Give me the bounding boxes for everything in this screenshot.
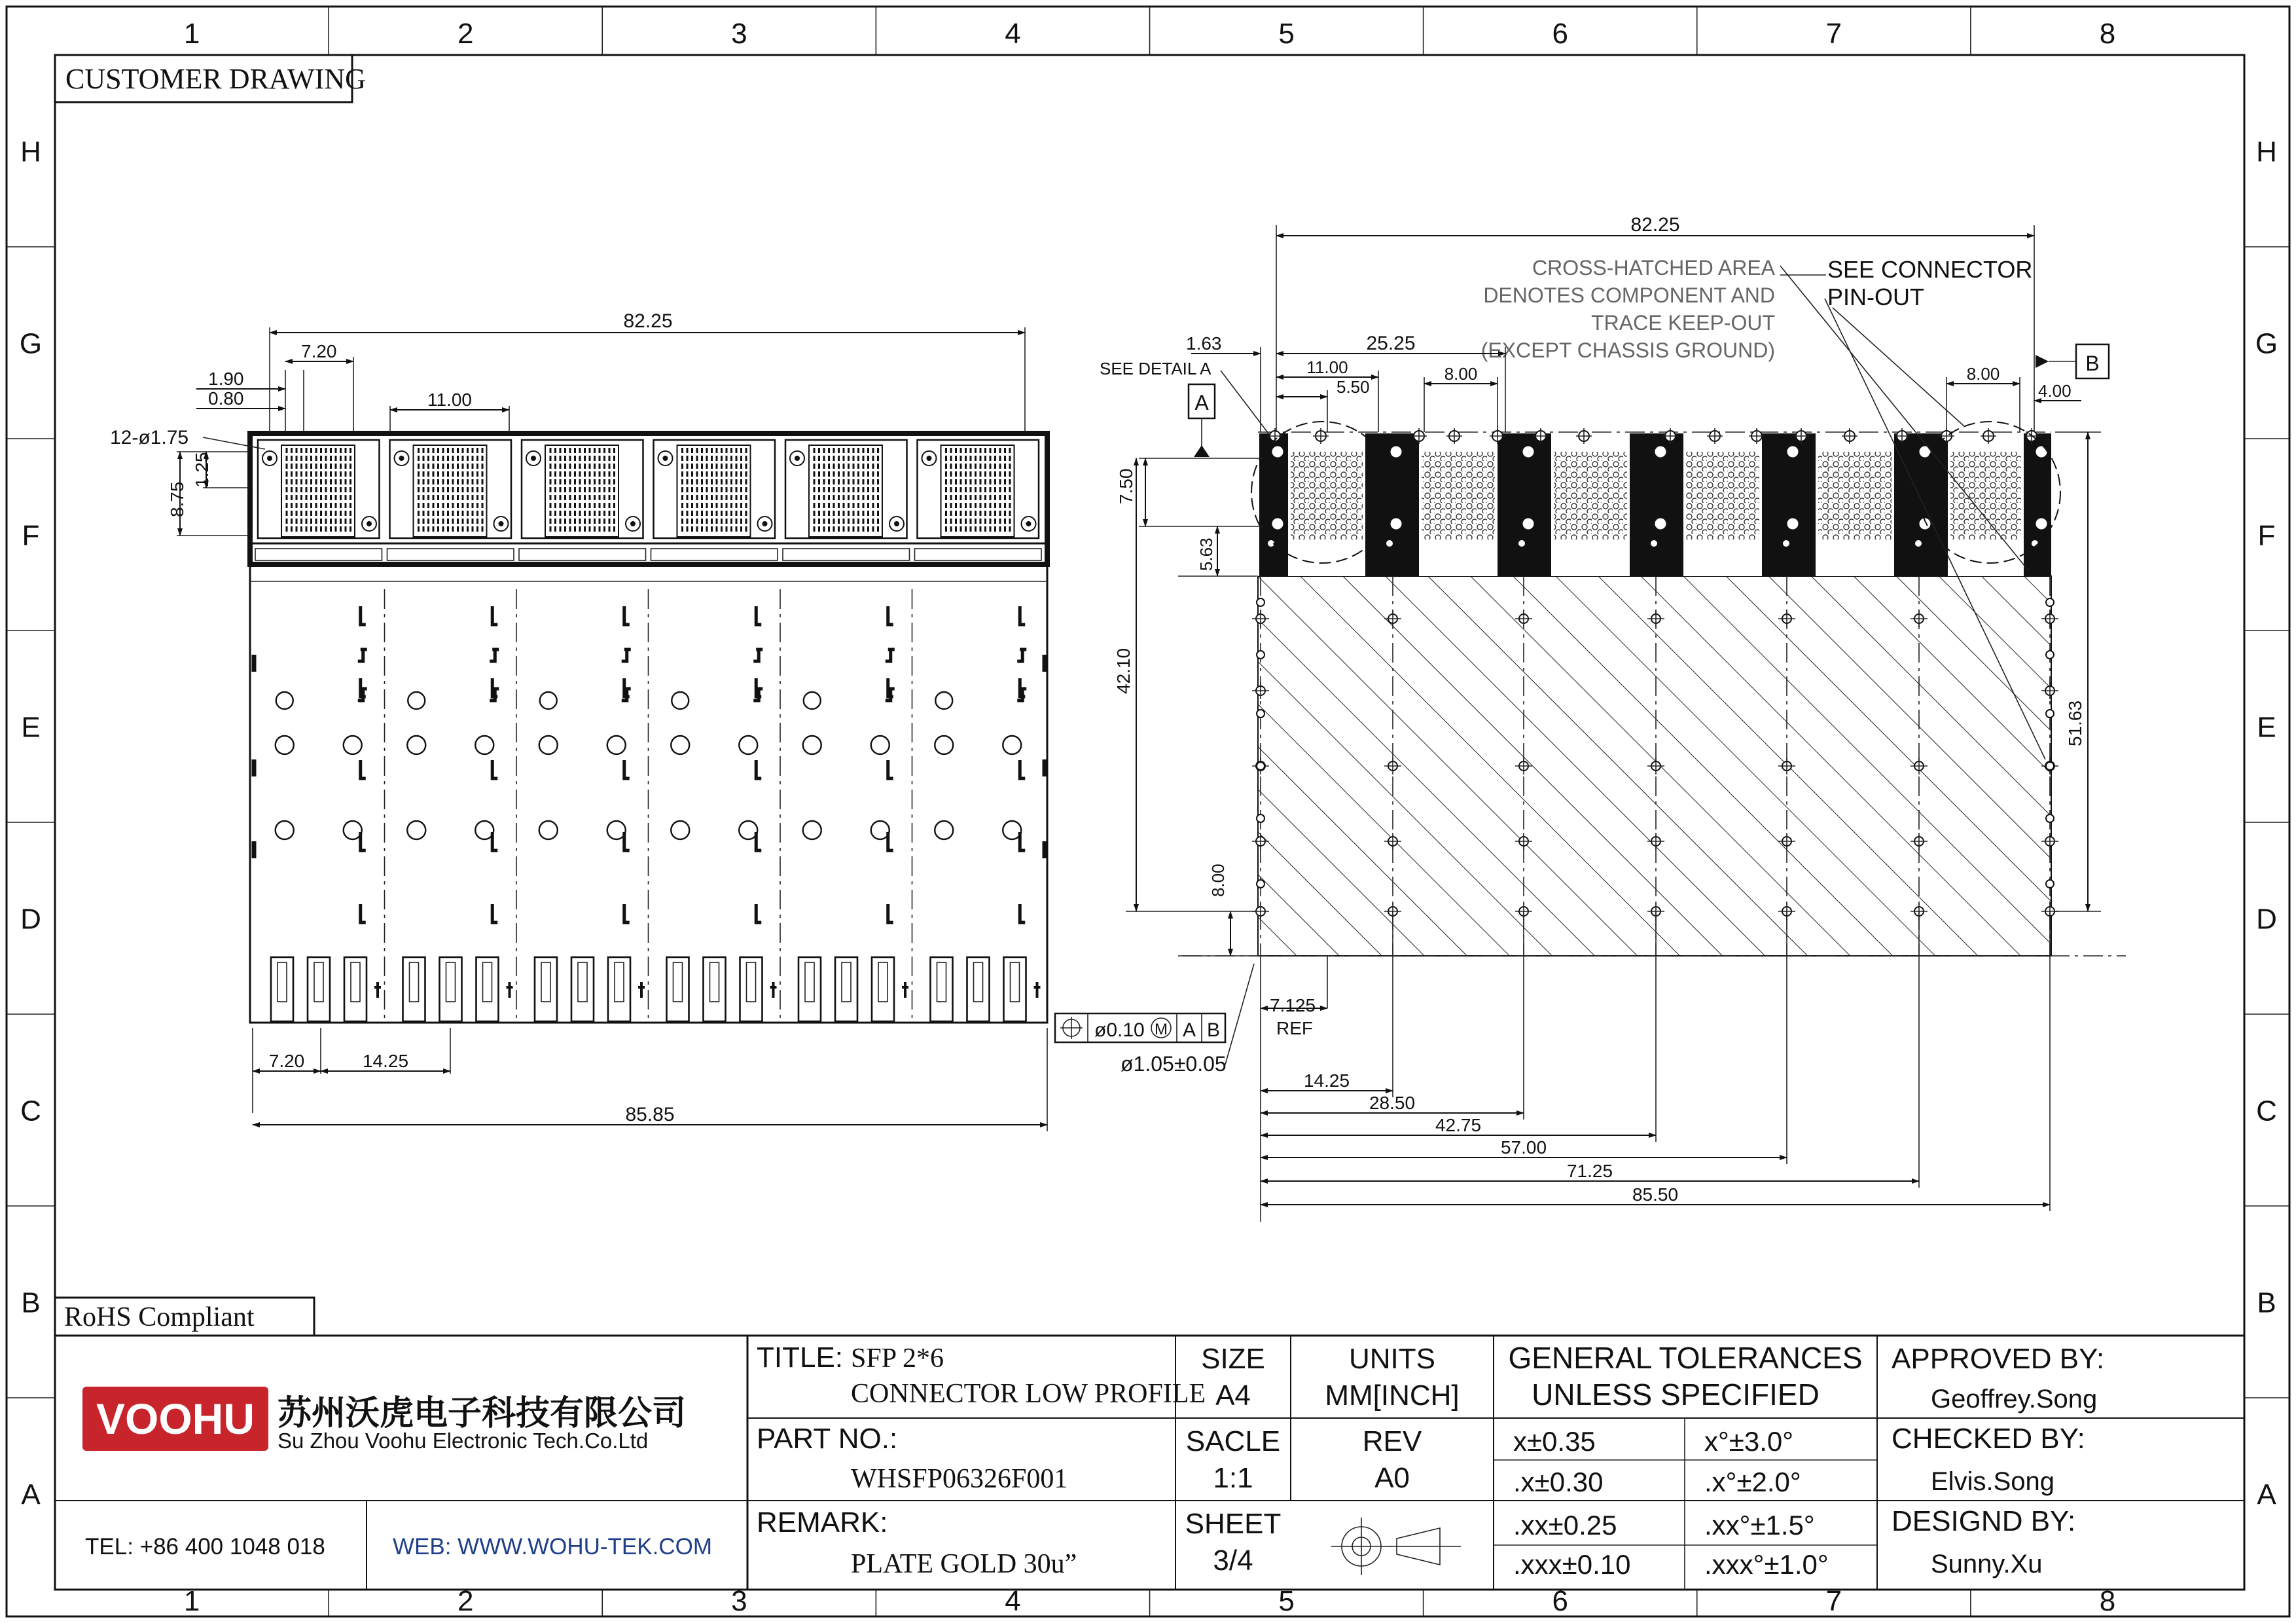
- remark-label: REMARK:: [757, 1506, 888, 1539]
- zone-row-right: D: [2256, 903, 2277, 936]
- spring-tab: [888, 760, 893, 778]
- title-label: TITLE:: [757, 1341, 844, 1374]
- svg-text:REF: REF: [1276, 1018, 1313, 1038]
- vent-hole: [276, 692, 293, 709]
- baseline-dimension-value: 85.50: [1632, 1184, 1679, 1205]
- svg-text:5.63: 5.63: [1196, 538, 1216, 571]
- press-fit-slot: [410, 962, 419, 1002]
- press-fit-hole: [1787, 519, 1798, 529]
- svg-text:CROSS-HATCHED AREA: CROSS-HATCHED AREA: [1532, 256, 1775, 280]
- cage-lip: [783, 549, 910, 560]
- svg-text:82.25: 82.25: [623, 310, 673, 332]
- zone-column-top: 6: [1552, 18, 1568, 50]
- vent-hole: [804, 692, 821, 709]
- vent-hole: [935, 692, 952, 709]
- tolerance-angular-3: .xxx°±1.0°: [1704, 1549, 1829, 1580]
- svg-text:7.50: 7.50: [1116, 468, 1136, 504]
- spring-tab: [624, 760, 630, 778]
- svg-text:CUSTOMER DRAWING: CUSTOMER DRAWING: [65, 63, 366, 95]
- edge-hole: [1257, 651, 1265, 659]
- remark-value: PLATE GOLD 30u”: [851, 1549, 1077, 1579]
- spring-tab: [1020, 904, 1025, 922]
- zone-column-top: 4: [1005, 18, 1021, 50]
- spring-tab: [756, 760, 761, 778]
- zone-row-left: D: [20, 903, 41, 936]
- rev-label: REV: [1362, 1425, 1422, 1457]
- press-fit-hole-small: [2032, 540, 2038, 547]
- mounting-hole-center: [399, 456, 404, 461]
- press-fit-slot: [615, 962, 624, 1002]
- units-value: MM[INCH]: [1325, 1379, 1460, 1412]
- units-label: UNITS: [1349, 1343, 1435, 1375]
- title-block: [55, 1336, 2244, 1590]
- spring-tab: [1020, 606, 1025, 625]
- connector-body: [250, 433, 1047, 564]
- tolerance-angular-1: .x°±2.0°: [1704, 1467, 1801, 1497]
- spring-tab: [624, 832, 630, 850]
- vent-hole: [407, 821, 425, 839]
- ground-tab: [902, 982, 908, 998]
- zone-row-right: C: [2256, 1095, 2277, 1127]
- size-label: SIZE: [1201, 1343, 1265, 1375]
- svg-text:85.85: 85.85: [625, 1104, 675, 1125]
- zone-column-bottom: 5: [1278, 1585, 1295, 1617]
- press-fit-pin: [535, 957, 557, 1021]
- svg-text:1.63: 1.63: [1186, 333, 1222, 354]
- baseline-dimension-value: 42.75: [1435, 1115, 1482, 1135]
- spring-tab: [624, 904, 630, 922]
- svg-text:ø1.05±0.05: ø1.05±0.05: [1121, 1052, 1227, 1076]
- edge-hole: [1257, 762, 1265, 770]
- projection-symbol-icon: [1331, 1518, 1461, 1575]
- signal-pad-field: [1950, 452, 2021, 539]
- press-fit-pin: [476, 957, 499, 1021]
- zone-row-right: G: [2255, 327, 2278, 360]
- svg-text:A: A: [1182, 1019, 1196, 1041]
- spring-tab: [361, 832, 366, 850]
- svg-text:B: B: [2085, 352, 2100, 375]
- zone-row-left: G: [19, 327, 43, 360]
- press-fit-slot: [974, 962, 983, 1002]
- press-fit-pin: [798, 957, 821, 1021]
- svg-text:8.75: 8.75: [167, 481, 187, 517]
- spring-tab: [492, 760, 497, 778]
- press-fit-hole: [1272, 447, 1283, 457]
- vent-hole: [276, 736, 294, 754]
- approved-by-label: APPROVED BY:: [1892, 1343, 2105, 1375]
- signal-pad-field: [1422, 452, 1495, 539]
- spring-tab: [753, 649, 762, 661]
- zone-column-top: 1: [183, 18, 200, 50]
- zone-row-right: H: [2256, 136, 2277, 168]
- svg-text:11.00: 11.00: [1306, 357, 1348, 377]
- edge-hole: [2046, 814, 2054, 822]
- edge-hole: [1257, 814, 1265, 822]
- customer-drawing-label: [55, 55, 366, 102]
- ground-tab: [1034, 982, 1041, 998]
- press-fit-pin: [344, 957, 367, 1021]
- edge-hole: [2046, 598, 2054, 606]
- zone-row-left: A: [21, 1478, 41, 1511]
- press-fit-pin: [835, 957, 857, 1021]
- vent-hole: [871, 736, 889, 754]
- datum-a: [1189, 384, 1215, 457]
- edge-hole: [2046, 710, 2054, 718]
- mounting-hole-center: [663, 456, 668, 461]
- svg-text:(EXCEPT CHASSIS GROUND): (EXCEPT CHASSIS GROUND): [1480, 338, 1775, 362]
- vent-hole: [935, 821, 953, 839]
- designed-by-label: DESIGND BY:: [1892, 1505, 2076, 1537]
- svg-text:51.63: 51.63: [2065, 700, 2085, 746]
- svg-text:0.80: 0.80: [208, 388, 244, 409]
- company-logo: [82, 1387, 268, 1451]
- zone-column-top: 8: [2099, 18, 2116, 50]
- spring-tab: [888, 904, 893, 922]
- svg-text:A: A: [1194, 391, 1209, 414]
- press-fit-slot: [747, 962, 756, 1002]
- svg-text:8.00: 8.00: [1966, 364, 2000, 384]
- spring-tab: [888, 832, 893, 850]
- mounting-hole-center: [267, 456, 272, 461]
- press-fit-slot: [805, 962, 814, 1002]
- svg-text:8.00: 8.00: [1444, 364, 1478, 384]
- spring-tab: [361, 760, 366, 778]
- zone-row-left: H: [20, 136, 41, 168]
- vent-hole: [1003, 736, 1021, 754]
- press-fit-slot: [351, 962, 360, 1002]
- press-fit-slot: [314, 962, 323, 1002]
- mounting-hole-center: [367, 521, 372, 526]
- svg-text:14.25: 14.25: [362, 1051, 409, 1071]
- mounting-hole-center: [499, 521, 504, 526]
- edge-hole: [1257, 710, 1265, 718]
- zone-column-top: 7: [1825, 18, 1842, 50]
- svg-text:11.00: 11.00: [427, 390, 472, 410]
- company-name-cn: 苏州沃虎电子科技有限公司: [278, 1395, 687, 1432]
- svg-text:4.00: 4.00: [2038, 381, 2072, 401]
- spring-tab: [888, 606, 893, 625]
- svg-text:5.50: 5.50: [1336, 377, 1370, 397]
- feature-control-frame: [1055, 964, 1254, 1076]
- spring-tab: [358, 649, 367, 661]
- designed-by-value: Sunny.Xu: [1931, 1550, 2043, 1578]
- spring-tab: [756, 904, 761, 922]
- tolerance-angular-2: .xx°±1.5°: [1704, 1510, 1815, 1541]
- vent-hole: [344, 736, 362, 754]
- svg-text:8.00: 8.00: [1208, 864, 1228, 897]
- tolerance-linear-2: .xx±0.25: [1513, 1510, 1617, 1541]
- tolerance-linear-0: x±0.35: [1513, 1426, 1596, 1457]
- spring-tab: [1020, 760, 1025, 778]
- press-fit-slot: [578, 962, 587, 1002]
- press-fit-slot: [278, 962, 287, 1002]
- signal-pad-field: [1291, 452, 1363, 539]
- spring-tab: [492, 606, 497, 625]
- press-fit-slot: [446, 962, 456, 1002]
- company-name-en: Su Zhou Voohu Electronic Tech.Co.Ltd: [278, 1429, 649, 1453]
- spring-tab: [622, 649, 631, 661]
- mounting-hole-center: [927, 456, 932, 461]
- zone-column-bottom: 2: [457, 1585, 474, 1617]
- spring-tab: [1017, 649, 1026, 661]
- svg-text:M: M: [1155, 1021, 1168, 1038]
- ground-tab: [507, 982, 513, 998]
- zone-row-left: E: [21, 711, 41, 744]
- press-fit-hole: [1655, 447, 1666, 457]
- zone-row-right: E: [2257, 711, 2276, 744]
- mounting-hole-center: [1026, 521, 1031, 526]
- zone-row-left: B: [21, 1286, 41, 1319]
- press-fit-hole: [2036, 519, 2047, 529]
- sheet-label: SHEET: [1185, 1508, 1282, 1540]
- baseline-dimension-value: 28.50: [1369, 1093, 1416, 1113]
- press-fit-hole: [1523, 519, 1534, 529]
- spring-tab: [886, 649, 895, 661]
- left-top-view: [110, 310, 1047, 1131]
- svg-text:VOOHU: VOOHU: [96, 1395, 255, 1443]
- press-fit-pin: [308, 957, 330, 1021]
- svg-text:PIN-OUT: PIN-OUT: [1827, 283, 1924, 310]
- press-fit-hole: [1391, 447, 1401, 457]
- zone-column-bottom: 3: [731, 1585, 747, 1617]
- zone-row-left: C: [20, 1095, 41, 1127]
- title-value-line1: SFP 2*6: [851, 1343, 944, 1374]
- svg-text:SEE DETAIL A: SEE DETAIL A: [1100, 359, 1211, 378]
- vent-hole: [672, 692, 689, 709]
- press-fit-slot: [878, 962, 888, 1002]
- vent-hole: [539, 821, 558, 839]
- press-fit-pin: [667, 957, 689, 1021]
- press-fit-pin: [704, 957, 726, 1021]
- mounting-hole-center: [762, 521, 768, 526]
- cage-lip: [915, 549, 1042, 560]
- press-fit-hole-small: [1651, 540, 1657, 547]
- svg-text:TRACE KEEP-OUT: TRACE KEEP-OUT: [1591, 311, 1775, 335]
- press-fit-pin: [740, 957, 762, 1021]
- signal-pad-field: [1818, 452, 1892, 539]
- signal-pad-field: [1554, 452, 1627, 539]
- vent-hole: [540, 692, 557, 709]
- svg-text:7.20: 7.20: [268, 1051, 305, 1071]
- vent-hole: [739, 736, 757, 754]
- spring-tab: [492, 904, 497, 922]
- part-no-value: WHSFP06326F001: [851, 1464, 1068, 1494]
- svg-text:1.25: 1.25: [192, 452, 212, 488]
- press-fit-slot: [1011, 962, 1020, 1002]
- tolerance-title-2: UNLESS SPECIFIED: [1532, 1377, 1820, 1412]
- spring-tab: [490, 649, 499, 661]
- spring-tab: [492, 832, 497, 850]
- press-fit-hole: [1655, 519, 1666, 529]
- tolerance-linear-3: .xxx±0.10: [1513, 1549, 1631, 1580]
- press-fit-pin: [271, 957, 293, 1021]
- vent-hole: [408, 692, 425, 709]
- press-fit-hole-small: [1386, 540, 1393, 547]
- press-fit-pin: [967, 957, 990, 1021]
- press-fit-slot: [937, 962, 946, 1002]
- company-web: WEB: WWW.WOHU-TEK.COM: [393, 1534, 712, 1559]
- spring-tab: [756, 606, 761, 625]
- zone-row-right: F: [2257, 519, 2276, 552]
- zone-column-bottom: 8: [2099, 1585, 2116, 1617]
- vent-hole: [671, 736, 689, 754]
- edge-hole: [2046, 762, 2054, 770]
- mounting-hole-center: [795, 456, 800, 461]
- datum-b: [2036, 344, 2109, 378]
- cage-lip: [519, 549, 646, 560]
- press-fit-hole: [1787, 447, 1798, 457]
- signal-pad-field: [1686, 452, 1759, 539]
- tolerance-angular-0: x°±3.0°: [1704, 1426, 1794, 1457]
- spring-tab: [756, 832, 761, 850]
- zone-column-top: 5: [1278, 18, 1295, 50]
- press-fit-hole-small: [1783, 540, 1789, 547]
- press-fit-pin: [403, 957, 425, 1021]
- cage-lip: [651, 549, 778, 560]
- part-no-label: PART NO.:: [757, 1423, 898, 1455]
- svg-text:ø0.10: ø0.10: [1094, 1019, 1145, 1041]
- zone-row-left: F: [22, 519, 40, 552]
- vent-hole: [276, 821, 294, 839]
- press-fit-pin: [440, 957, 462, 1021]
- edge-hole: [1257, 880, 1265, 888]
- svg-text:82.25: 82.25: [1630, 214, 1680, 236]
- zone-column-bottom: 7: [1825, 1585, 1842, 1617]
- spring-tab: [1020, 832, 1025, 850]
- tolerance-linear-1: .x±0.30: [1513, 1467, 1604, 1497]
- zone-column-top: 2: [457, 18, 474, 50]
- svg-text:RoHS Compliant: RoHS Compliant: [64, 1302, 255, 1332]
- press-fit-pin: [872, 957, 894, 1021]
- press-fit-hole: [1523, 447, 1534, 457]
- vent-hole: [935, 736, 953, 754]
- baseline-dimension-value: 14.25: [1303, 1070, 1350, 1091]
- pcb-footprint-view: [1055, 214, 2126, 1222]
- edge-hole: [2046, 880, 2054, 888]
- company-tel: TEL: +86 400 1048 018: [85, 1534, 325, 1559]
- zone-column-bottom: 1: [183, 1585, 200, 1617]
- mounting-hole-center: [630, 521, 636, 526]
- scale-label: SACLE: [1185, 1425, 1281, 1457]
- zone-column-top: 3: [731, 18, 747, 50]
- press-fit-hole: [1272, 519, 1283, 529]
- vent-hole: [407, 736, 425, 754]
- press-fit-hole-small: [1518, 540, 1525, 547]
- svg-text:42.10: 42.10: [1113, 647, 1134, 694]
- edge-hole: [2046, 651, 2054, 659]
- svg-text:12-ø1.75: 12-ø1.75: [110, 427, 189, 448]
- spring-tab: [361, 606, 366, 625]
- press-fit-hole: [1391, 519, 1401, 529]
- cage-lip: [387, 549, 514, 560]
- svg-text:B: B: [1206, 1019, 1221, 1041]
- vent-hole: [475, 736, 493, 754]
- zone-column-bottom: 6: [1552, 1585, 1568, 1617]
- size-value: A4: [1215, 1379, 1251, 1412]
- spring-tab: [624, 606, 630, 625]
- press-fit-slot: [541, 962, 550, 1002]
- svg-text:25.25: 25.25: [1366, 333, 1416, 354]
- press-fit-pin: [608, 957, 630, 1021]
- sheet-value: 3/4: [1213, 1544, 1253, 1577]
- press-fit-slot: [710, 962, 719, 1002]
- zone-column-bottom: 4: [1005, 1585, 1021, 1617]
- press-fit-slot: [673, 962, 683, 1002]
- baseline-dimension-value: 71.25: [1566, 1161, 1613, 1181]
- baseline-dimension-value: 57.00: [1500, 1137, 1547, 1158]
- press-fit-pin: [931, 957, 953, 1021]
- ground-tab: [374, 982, 381, 998]
- spring-tab: [361, 904, 366, 922]
- scale-value: 1:1: [1213, 1462, 1253, 1494]
- svg-text:7.20: 7.20: [301, 341, 337, 361]
- tolerance-title-1: GENERAL TOLERANCES: [1508, 1341, 1863, 1375]
- title-value-line2: CONNECTOR LOW PROFILE: [851, 1379, 1206, 1409]
- zone-row-right: B: [2257, 1286, 2276, 1319]
- rev-value: A0: [1374, 1462, 1410, 1494]
- zone-row-right: A: [2257, 1478, 2276, 1511]
- svg-text:1.90: 1.90: [208, 369, 244, 389]
- press-fit-pin: [1004, 957, 1026, 1021]
- checked-by-value: Elvis.Song: [1931, 1467, 2054, 1496]
- edge-hole: [1257, 598, 1265, 606]
- ground-tab: [638, 982, 645, 998]
- vent-hole: [803, 821, 821, 839]
- checked-by-label: CHECKED BY:: [1892, 1423, 2085, 1455]
- vent-hole: [803, 736, 821, 754]
- vent-hole: [607, 736, 626, 754]
- vent-hole: [539, 736, 558, 754]
- svg-text:DENOTES COMPONENT AND: DENOTES COMPONENT AND: [1483, 283, 1775, 307]
- mounting-hole-center: [894, 521, 899, 526]
- svg-text:7.125: 7.125: [1270, 995, 1316, 1015]
- cage-lip: [255, 549, 382, 560]
- press-fit-slot: [842, 962, 851, 1002]
- mounting-hole-center: [531, 456, 536, 461]
- vent-hole: [671, 821, 689, 839]
- press-fit-pin: [571, 957, 594, 1021]
- ground-tab: [770, 982, 777, 998]
- press-fit-slot: [483, 962, 492, 1002]
- press-fit-hole-small: [1915, 540, 1922, 547]
- approved-by-value: Geoffrey.Song: [1931, 1385, 2098, 1413]
- rohs-label: [55, 1298, 314, 1336]
- svg-text:SEE CONNECTOR: SEE CONNECTOR: [1827, 256, 2033, 283]
